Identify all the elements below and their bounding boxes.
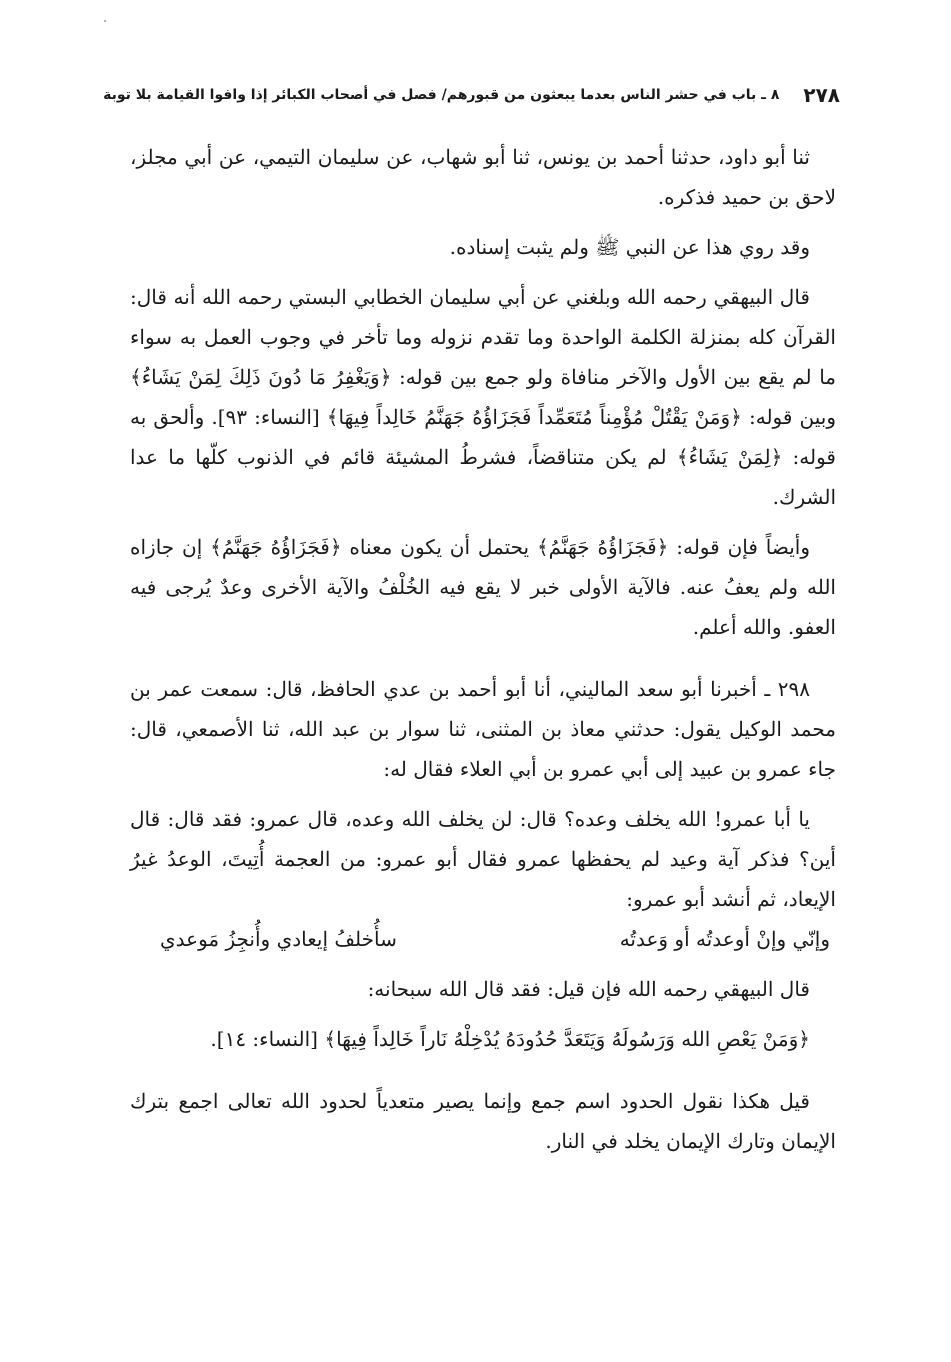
paragraph-also: وأيضاً فإن قوله: ﴿فَجَزَاؤُهُ جَهَنَّمُ﴾ يحتمل أن يكون معناه ﴿فَجَزَاؤُهُ جَهَنَّمُ﴾ إن جازاه الله ولم يعفُ عنه. فالآية الأولى خبر لا يقع فيه الخُلْفُ والآية الأخرى وعدٌ يُرجى فيه العفو. والله أعلم.: [130, 535, 836, 639]
paragraph-dialogue: يا أبا عمرو! الله يخلف وعده؟ قال: لن يخلف الله وعده، قال عمرو: فقد قال: قال أين؟ فذكر آية وعيد لم يحفظها عمرو فقال أبو عمرو: من العجمة أُتِيتَ، الوعدُ غيرُ الإيعاد، ثم أنشد أبو عمرو:: [130, 807, 836, 911]
page-number: ٢٧٨: [803, 83, 840, 107]
paragraph-khattabi: قال البيهقي رحمه الله وبلغني عن أبي سليمان الخطابي البستي رحمه الله أنه قال: القرآن كله بمنزلة الكلمة الواحدة وما تقدم نزوله وما تأخر في وجوب العمل به سواء ما لم يقع بين الأول والآخر منافاة ولو جمع بين قوله: ﴿وَيَغْفِرُ مَا دُونَ ذَلِكَ لِمَنْ يَشَاءُ﴾ وبين قوله: ﴿وَمَنْ يَقْتُلْ مُؤْمِناً مُتَعَمِّداً فَجَزَاؤُهُ جَهَنَّمُ خَالِداً فِيهَا﴾ [النساء: ٩٣]. وألحق به قوله: ﴿لِمَنْ يَشَاءُ﴾ لم يكن متناقضاً، فشرطُ المشيئة قائم في الذنوب كلّها ما عدا الشرك.: [130, 285, 837, 509]
scan-speck: [104, 20, 106, 22]
verse-left-hemistich: سأُخلفُ إيعادي وأُنجِزُ مَوعدي: [160, 927, 397, 951]
running-header: [103, 80, 840, 110]
poetry-verse: [130, 919, 836, 959]
running-title: ٨ ـ باب في حشر الناس بعدما يبعثون من قبورهم/ فصل في أصحاب الكبائر إذا وافوا القيامة بلا توبة: [103, 87, 780, 103]
paragraph-quran-quote: ﴿وَمَنْ يَعْصِ الله وَرَسُولَهُ وَيَتَعَدَّ حُدُودَهُ يُدْخِلْهُ نَاراً خَالِداً فِيهَا﴾ [النساء: ١٤].: [210, 1027, 810, 1051]
paragraph-objection: قال البيهقي رحمه الله فإن قيل: فقد قال الله سبحانه:: [367, 977, 810, 1001]
body-text: [130, 137, 836, 1161]
paragraph-hadith-298: ٢٩٨ ـ أخبرنا أبو سعد الماليني، أنا أبو أحمد بن عدي الحافظ، قال: سمعت عمر بن محمد الوكيل يقول: حدثني معاذ بن المثنى، ثنا سوار بن عبد الله، ثنا الأصمعي، قال: جاء عمرو بن عبيد إلى أبي عمرو بن أبي العلاء فقال له:: [130, 677, 836, 781]
verse-right-hemistich: وإنّي وإنْ أوعدتُه أو وَعدتُه: [619, 927, 830, 951]
paragraph-narration-note: وقد روي هذا عن النبي ﷺ ولم يثبت إسناده.: [449, 235, 810, 259]
paragraph-isnad: ثنا أبو داود، حدثنا أحمد بن يونس، ثنا أبو شهاب، عن سليمان التيمي، عن أبي مجلز، لاحق بن حميد فذكره.: [130, 145, 836, 209]
paragraph-answer: قيل هكذا نقول الحدود اسم جمع وإنما يصير متعدياً لحدود الله تعالى اجمع بترك الإيمان وتارك الإيمان يخلد في النار.: [130, 1089, 836, 1153]
